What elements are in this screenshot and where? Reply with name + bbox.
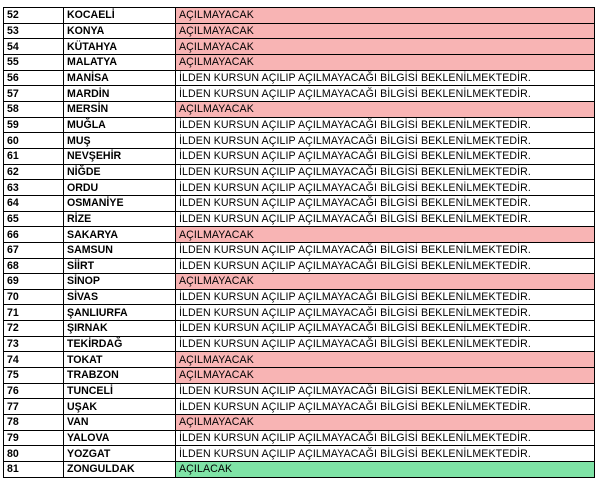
row-number-cell: 58	[4, 101, 64, 117]
status-cell: İLDEN KURSUN AÇILIP AÇILMAYACAĞI BİLGİSİ BEKLENİLMEKTEDİR.	[176, 336, 595, 352]
row-number-cell: 52	[4, 8, 64, 24]
row-number-cell: 68	[4, 258, 64, 274]
table-row	[4, 305, 595, 321]
table-row	[4, 321, 595, 337]
status-cell: AÇILMAYACAK	[176, 415, 595, 431]
table-row	[4, 211, 595, 227]
status-cell: İLDEN KURSUN AÇILIP AÇILMAYACAĞI BİLGİSİ BEKLENİLMEKTEDİR.	[176, 289, 595, 305]
table-row	[4, 368, 595, 384]
row-number-cell: 79	[4, 430, 64, 446]
status-cell: İLDEN KURSUN AÇILIP AÇILMAYACAĞI BİLGİSİ BEKLENİLMEKTEDİR.	[176, 399, 595, 415]
province-name-cell: YOZGAT	[64, 446, 176, 462]
table-row	[4, 101, 595, 117]
row-number-cell: 69	[4, 274, 64, 290]
row-number-cell: 80	[4, 446, 64, 462]
row-number-cell: 73	[4, 336, 64, 352]
row-number-cell: 57	[4, 86, 64, 102]
province-name-cell: SİİRT	[64, 258, 176, 274]
table-row	[4, 242, 595, 258]
province-name-cell: YALOVA	[64, 430, 176, 446]
table-row	[4, 86, 595, 102]
status-cell: İLDEN KURSUN AÇILIP AÇILMAYACAĞI BİLGİSİ BEKLENİLMEKTEDİR.	[176, 195, 595, 211]
row-number-cell: 77	[4, 399, 64, 415]
status-cell: AÇILMAYACAK	[176, 227, 595, 243]
status-cell: İLDEN KURSUN AÇILIP AÇILMAYACAĞI BİLGİSİ BEKLENİLMEKTEDİR.	[176, 446, 595, 462]
status-cell: İLDEN KURSUN AÇILIP AÇILMAYACAĞI BİLGİSİ BEKLENİLMEKTEDİR.	[176, 70, 595, 86]
row-number-cell: 54	[4, 39, 64, 55]
row-number-cell: 55	[4, 54, 64, 70]
table-body	[4, 8, 595, 478]
table-row	[4, 430, 595, 446]
row-number-cell: 62	[4, 164, 64, 180]
status-cell: İLDEN KURSUN AÇILIP AÇILMAYACAĞI BİLGİSİ BEKLENİLMEKTEDİR.	[176, 258, 595, 274]
row-number-cell: 72	[4, 321, 64, 337]
status-cell: İLDEN KURSUN AÇILIP AÇILMAYACAĞI BİLGİSİ BEKLENİLMEKTEDİR.	[176, 211, 595, 227]
table-row	[4, 352, 595, 368]
table-row	[4, 117, 595, 133]
table-row	[4, 70, 595, 86]
province-name-cell: TOKAT	[64, 352, 176, 368]
row-number-cell: 74	[4, 352, 64, 368]
status-cell: İLDEN KURSUN AÇILIP AÇILMAYACAĞI BİLGİSİ BEKLENİLMEKTEDİR.	[176, 305, 595, 321]
table-row	[4, 164, 595, 180]
row-number-cell: 67	[4, 242, 64, 258]
province-name-cell: TRABZON	[64, 368, 176, 384]
row-number-cell: 61	[4, 148, 64, 164]
status-cell: İLDEN KURSUN AÇILIP AÇILMAYACAĞI BİLGİSİ BEKLENİLMEKTEDİR.	[176, 164, 595, 180]
status-cell: İLDEN KURSUN AÇILIP AÇILMAYACAĞI BİLGİSİ BEKLENİLMEKTEDİR.	[176, 133, 595, 149]
row-number-cell: 63	[4, 180, 64, 196]
row-number-cell: 81	[4, 462, 64, 478]
province-name-cell: MUŞ	[64, 133, 176, 149]
province-name-cell: NEVŞEHİR	[64, 148, 176, 164]
province-name-cell: TEKİRDAĞ	[64, 336, 176, 352]
row-number-cell: 70	[4, 289, 64, 305]
province-name-cell: NİĞDE	[64, 164, 176, 180]
row-number-cell: 66	[4, 227, 64, 243]
status-cell: İLDEN KURSUN AÇILIP AÇILMAYACAĞI BİLGİSİ BEKLENİLMEKTEDİR.	[176, 321, 595, 337]
table-row	[4, 415, 595, 431]
status-cell: İLDEN KURSUN AÇILIP AÇILMAYACAĞI BİLGİSİ BEKLENİLMEKTEDİR.	[176, 117, 595, 133]
province-name-cell: VAN	[64, 415, 176, 431]
row-number-cell: 78	[4, 415, 64, 431]
province-name-cell: ŞANLIURFA	[64, 305, 176, 321]
province-name-cell: SAKARYA	[64, 227, 176, 243]
row-number-cell: 71	[4, 305, 64, 321]
status-cell: İLDEN KURSUN AÇILIP AÇILMAYACAĞI BİLGİSİ BEKLENİLMEKTEDİR.	[176, 383, 595, 399]
table-row	[4, 446, 595, 462]
status-cell: AÇILMAYACAK	[176, 23, 595, 39]
table-row	[4, 180, 595, 196]
table-row	[4, 258, 595, 274]
row-number-cell: 75	[4, 368, 64, 384]
table-row	[4, 54, 595, 70]
table-row	[4, 383, 595, 399]
province-name-cell: ORDU	[64, 180, 176, 196]
status-cell: AÇILACAK	[176, 462, 595, 478]
status-cell: AÇILMAYACAK	[176, 8, 595, 24]
status-cell: İLDEN KURSUN AÇILIP AÇILMAYACAĞI BİLGİSİ BEKLENİLMEKTEDİR.	[176, 242, 595, 258]
province-name-cell: KONYA	[64, 23, 176, 39]
table-row	[4, 274, 595, 290]
province-name-cell: MALATYA	[64, 54, 176, 70]
table-row	[4, 133, 595, 149]
status-cell: AÇILMAYACAK	[176, 352, 595, 368]
province-name-cell: ZONGULDAK	[64, 462, 176, 478]
table-row	[4, 462, 595, 478]
row-number-cell: 60	[4, 133, 64, 149]
table-row	[4, 289, 595, 305]
table-row	[4, 39, 595, 55]
status-cell: İLDEN KURSUN AÇILIP AÇILMAYACAĞI BİLGİSİ BEKLENİLMEKTEDİR.	[176, 148, 595, 164]
province-name-cell: KOCAELİ	[64, 8, 176, 24]
province-name-cell: MARDİN	[64, 86, 176, 102]
province-name-cell: UŞAK	[64, 399, 176, 415]
province-name-cell: TUNCELİ	[64, 383, 176, 399]
province-name-cell: SAMSUN	[64, 242, 176, 258]
table-row	[4, 23, 595, 39]
table-row	[4, 8, 595, 24]
table-row	[4, 227, 595, 243]
row-number-cell: 64	[4, 195, 64, 211]
province-name-cell: MUĞLA	[64, 117, 176, 133]
status-cell: AÇILMAYACAK	[176, 101, 595, 117]
status-cell: AÇILMAYACAK	[176, 274, 595, 290]
province-name-cell: SİVAS	[64, 289, 176, 305]
table-row	[4, 148, 595, 164]
status-cell: AÇILMAYACAK	[176, 54, 595, 70]
row-number-cell: 76	[4, 383, 64, 399]
row-number-cell: 56	[4, 70, 64, 86]
province-name-cell: KÜTAHYA	[64, 39, 176, 55]
province-name-cell: OSMANİYE	[64, 195, 176, 211]
table-row	[4, 399, 595, 415]
province-name-cell: MERSİN	[64, 101, 176, 117]
table-row	[4, 336, 595, 352]
row-number-cell: 59	[4, 117, 64, 133]
status-cell: AÇILMAYACAK	[176, 368, 595, 384]
status-cell: AÇILMAYACAK	[176, 39, 595, 55]
province-status-table	[3, 7, 595, 478]
row-number-cell: 53	[4, 23, 64, 39]
status-cell: İLDEN KURSUN AÇILIP AÇILMAYACAĞI BİLGİSİ BEKLENİLMEKTEDİR.	[176, 86, 595, 102]
province-name-cell: SİNOP	[64, 274, 176, 290]
province-name-cell: RİZE	[64, 211, 176, 227]
status-cell: İLDEN KURSUN AÇILIP AÇILMAYACAĞI BİLGİSİ BEKLENİLMEKTEDİR.	[176, 430, 595, 446]
table-row	[4, 195, 595, 211]
province-name-cell: MANİSA	[64, 70, 176, 86]
row-number-cell: 65	[4, 211, 64, 227]
province-name-cell: ŞIRNAK	[64, 321, 176, 337]
status-cell: İLDEN KURSUN AÇILIP AÇILMAYACAĞI BİLGİSİ BEKLENİLMEKTEDİR.	[176, 180, 595, 196]
